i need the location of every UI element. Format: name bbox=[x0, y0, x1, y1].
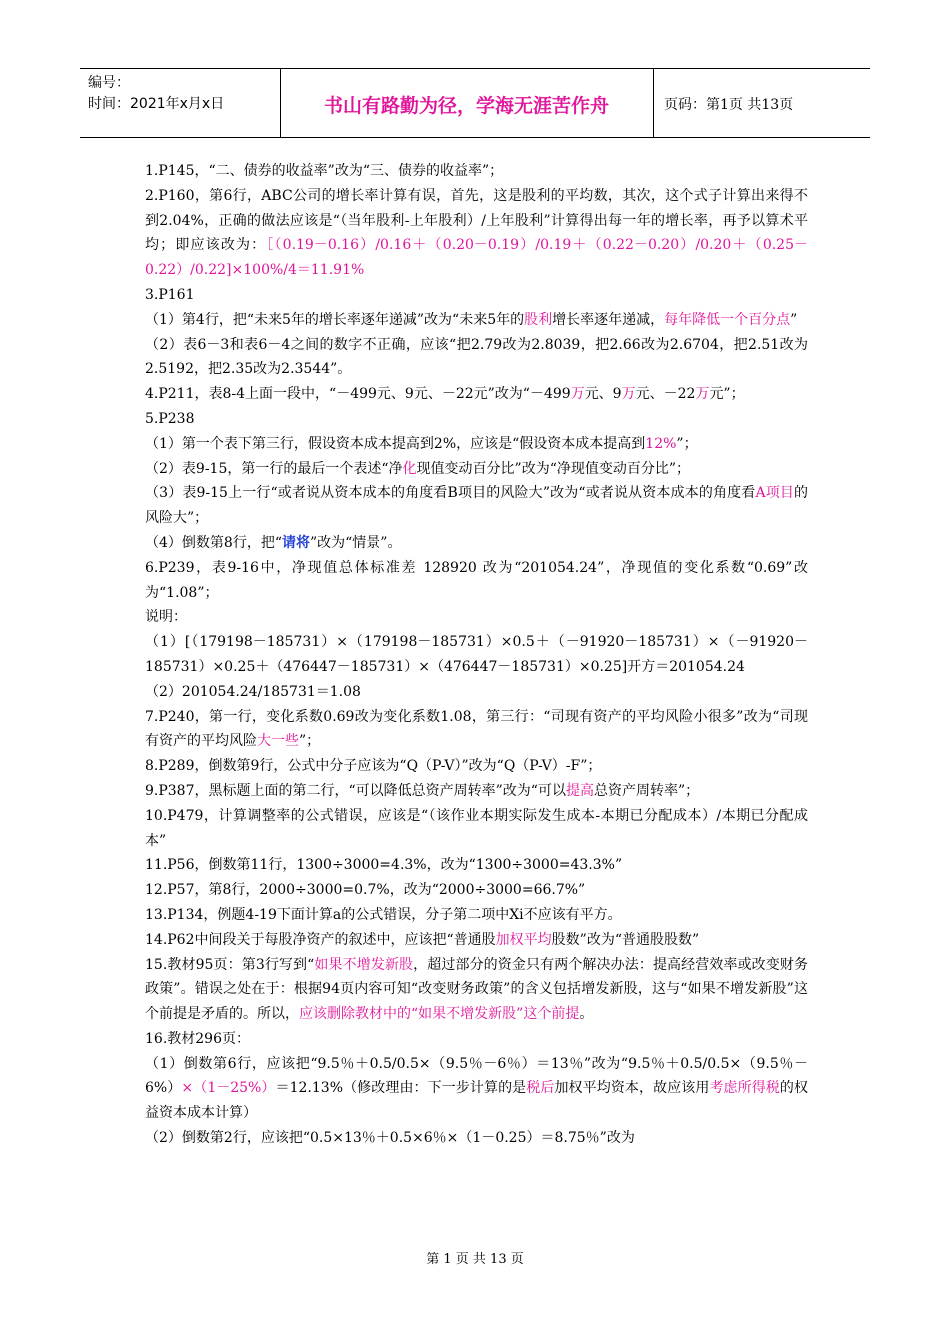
highlighted-text: 化 bbox=[402, 460, 417, 477]
paragraph-text: 7.P240，第一行，变化系数0.69改为变化系数1.08，第三行：“司现有资产的平均风险小很多”改为“司现有资产的平均风险 bbox=[145, 708, 808, 750]
paragraph-text: 元”； bbox=[709, 386, 745, 403]
paragraph-text: 2.P160，第6行，ABC公司的增长率计算有误，首先，这是股利的平均数，其次，这个式子计算出来得不到2.04%，正确的做法应该是“（当年股利-上年股利）/上年股利”计算得出每一年的增长率，再予以算术平均；即应该改为： bbox=[145, 187, 808, 254]
header-meta bbox=[88, 73, 278, 115]
correction-paragraph bbox=[145, 804, 808, 854]
highlighted-text: 万 bbox=[695, 386, 710, 403]
correction-paragraph bbox=[145, 928, 808, 953]
paragraph-text: 的权益资本成本计算） bbox=[145, 1080, 809, 1122]
paragraph-text: ＝12.13%（修改理由：下一步计算的是 bbox=[275, 1080, 527, 1097]
correction-paragraph bbox=[145, 680, 808, 705]
paragraph-text: 16.教材296页： bbox=[145, 1030, 250, 1047]
paragraph-text: 1.P145，“二、债券的收益率”改为“三、债券的收益率”； bbox=[145, 163, 504, 179]
correction-paragraph bbox=[145, 531, 808, 556]
paragraph-text: 10.P479，计算调整率的公式错误，应该是“（该作业本期实际发生成本-本期已分配成本）/本期已分配成本” bbox=[145, 807, 808, 849]
paragraph-text: 9.P387，黑标题上面的第二行，“可以降低总资产周转率”改为“可以 bbox=[145, 782, 566, 799]
highlighted-text: 加权平均 bbox=[495, 931, 552, 948]
correction-paragraph bbox=[145, 556, 808, 606]
paragraph-text: 14.P62中间段关于每股净资产的叙述中，应该把“普通股 bbox=[145, 931, 496, 948]
paragraph-text: 11.P56，倒数第11行，1300÷3000=4.3%，改为“1300÷3000=43.3%” bbox=[145, 857, 623, 874]
paragraph-text: ” bbox=[790, 311, 798, 328]
paragraph-text: ”； bbox=[676, 435, 698, 452]
paragraph-text: （4）倒数第8行，把“ bbox=[145, 534, 282, 551]
correction-paragraph bbox=[145, 779, 808, 804]
highlighted-text: 万 bbox=[621, 386, 636, 403]
paragraph-text: 元、9 bbox=[584, 386, 622, 403]
paragraph-text: （2）201054.24/185731＝1.08 bbox=[145, 683, 361, 700]
correction-paragraph bbox=[145, 283, 808, 308]
paragraph-text: 8.P289，倒数第9行，公式中分子应该为“Q（P-V）”改为“Q（P-V）-F”； bbox=[145, 758, 602, 775]
correction-paragraph bbox=[145, 407, 808, 432]
paragraph-text: 5.P238 bbox=[145, 410, 195, 427]
highlighted-text: 提高 bbox=[565, 782, 594, 799]
highlighted-text: 请将 bbox=[281, 534, 310, 551]
correction-paragraph bbox=[145, 481, 808, 531]
document-body bbox=[145, 159, 808, 1151]
correction-paragraph bbox=[145, 1126, 808, 1151]
correction-paragraph bbox=[145, 878, 808, 903]
header-page-info: 页码：第1页 共13页 bbox=[664, 97, 794, 113]
paragraph-text: 加权平均资本，故应该用 bbox=[554, 1080, 710, 1097]
highlighted-text: 股利 bbox=[524, 311, 553, 328]
correction-paragraph bbox=[145, 630, 808, 680]
header-motto: 书山有路勤为径，学海无涯苦作舟 bbox=[323, 95, 609, 117]
highlighted-text: 大一些 bbox=[257, 733, 299, 750]
paragraph-text: 13.P134，例题4-19下面计算a的公式错误，分子第二项中Xi不应该有平方。 bbox=[145, 906, 622, 923]
correction-paragraph bbox=[145, 754, 808, 779]
paragraph-text: （2）倒数第2行，应该把“0.5×13％＋0.5×6％×（1－0.25）＝8.75％”改为 bbox=[145, 1130, 635, 1147]
page-footer: 第 1 页 共 13 页 bbox=[426, 1252, 524, 1267]
header-number-label: 编号： bbox=[88, 75, 130, 91]
paragraph-text: （3）表9-15上一行“或者说从资本成本的角度看B项目的风险大”改为“或者说从资本成本的角度看 bbox=[145, 485, 756, 502]
correction-paragraph bbox=[145, 1052, 808, 1126]
correction-paragraph bbox=[145, 605, 808, 630]
correction-paragraph bbox=[145, 953, 808, 1027]
correction-paragraph bbox=[145, 432, 808, 457]
paragraph-text: 的风险大”； bbox=[145, 485, 808, 527]
paragraph-text: 15.教材95页：第3行写到“ bbox=[145, 956, 315, 973]
paragraph-text: 元、－22 bbox=[635, 386, 696, 403]
highlighted-text: 应该删除教材中的“如果不增发新股”这个前提 bbox=[299, 1006, 580, 1023]
paragraph-text: 4.P211，表8-4上面一段中，“－499元、9元、－22元”改为“－499 bbox=[145, 386, 571, 403]
paragraph-text: 。 bbox=[579, 1006, 594, 1023]
paragraph-text: 现值变动百分比”改为“净现值变动百分比”； bbox=[416, 460, 691, 477]
correction-paragraph bbox=[145, 1027, 808, 1052]
paragraph-text: 12.P57，第8行，2000÷3000=0.7%，改为“2000÷3000=66.7%” bbox=[145, 882, 586, 899]
highlighted-text: 考虑所得税 bbox=[709, 1080, 780, 1097]
correction-paragraph bbox=[145, 705, 808, 755]
highlighted-text: ×（1－25%） bbox=[181, 1080, 276, 1097]
correction-paragraph bbox=[145, 853, 808, 878]
correction-paragraph bbox=[145, 457, 808, 482]
page-header bbox=[80, 68, 870, 138]
paragraph-text: （2）表6－3和表6－4之间的数字不正确，应该“把2.79改为2.8039，把2.66改为2.6704，把2.51改为2.5192，把2.35改为2.3544”。 bbox=[145, 336, 808, 378]
highlighted-text: 每年降低一个百分点 bbox=[664, 311, 791, 328]
header-date-label: 时间：2021年x月x日 bbox=[88, 96, 225, 112]
paragraph-text: 增长率逐年递减， bbox=[552, 311, 665, 328]
paragraph-text: （1）[（179198－185731）×（179198－185731）×0.5＋（－91920－185731）×（－91920－185731）×0.25＋（476447－185731）×（476447－185731）×0.25]开方＝201054.24 bbox=[145, 634, 808, 675]
correction-paragraph bbox=[145, 333, 808, 383]
paragraph-text: ”改为“情景”。 bbox=[309, 534, 402, 551]
correction-paragraph bbox=[145, 159, 808, 184]
paragraph-text: 股数”改为“普通股股数” bbox=[551, 931, 700, 948]
paragraph-text: ”； bbox=[299, 733, 321, 750]
paragraph-text: ，超过部分的资金只有两个解决办法：提高经营效率或改变财务政策”。错误之处在于：根据94页内容可知“改变财务政策”的含义包括增发新股，这与“如果不增发新股”这个前提是矛盾的。所以， bbox=[145, 956, 808, 1023]
paragraph-text: 说明： bbox=[145, 609, 187, 626]
correction-paragraph bbox=[145, 382, 808, 407]
correction-paragraph bbox=[145, 184, 808, 283]
paragraph-text: （1）倒数第6行，应该把“9.5％＋0.5/0.5×（9.5％－6％）＝13％”改为“9.5％＋0.5/0.5×（9.5％－6%） bbox=[145, 1055, 808, 1097]
highlighted-text: 万 bbox=[570, 386, 585, 403]
header-divider bbox=[653, 69, 654, 137]
highlighted-text: A项目 bbox=[755, 485, 794, 502]
paragraph-text: （2）表9-15，第一行的最后一个表述“净 bbox=[145, 460, 403, 477]
highlighted-text: ［（0.19－0.16）/0.16＋（0.20－0.19）/0.19＋（0.22－0.20）/0.20＋（0.25－0.22）/0.22]×100%/4＝11.91% bbox=[145, 237, 809, 279]
paragraph-text: （1）第一个表下第三行，假设资本成本提高到2%，应该是“假设资本成本提高到 bbox=[145, 435, 646, 452]
highlighted-text: 税后 bbox=[526, 1080, 555, 1097]
paragraph-text: 6.P239，表9-16中，净现值总体标准差 128920 改为“201054.24”，净现值的变化系数“0.69”改为“1.08”； bbox=[145, 559, 808, 601]
correction-paragraph bbox=[145, 308, 808, 333]
highlighted-text: 如果不增发新股 bbox=[314, 956, 414, 973]
paragraph-text: 3.P161 bbox=[145, 286, 195, 303]
correction-paragraph bbox=[145, 903, 808, 928]
paragraph-text: 总资产周转率”； bbox=[593, 782, 700, 799]
highlighted-text: 12% bbox=[645, 435, 677, 452]
paragraph-text: （1）第4行，把“未来5年的增长率逐年递减”改为“未来5年的 bbox=[145, 311, 525, 328]
